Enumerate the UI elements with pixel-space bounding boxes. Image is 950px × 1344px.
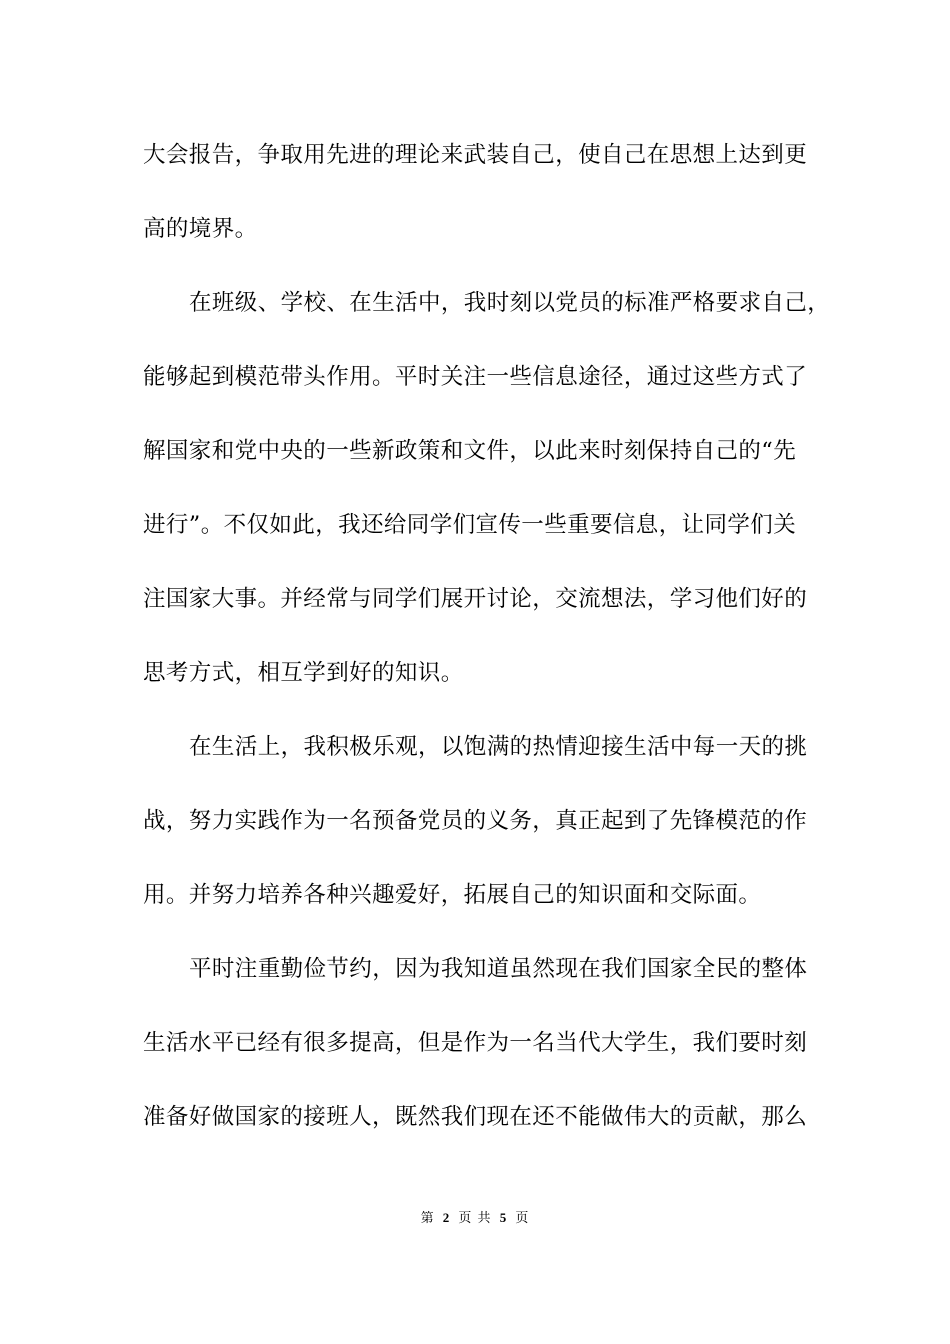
footer-middle: 页 共 (458, 1211, 492, 1226)
text-line: 在班级、学校、在生活中，我时刻以党员的标准严格要求自己， (189, 290, 831, 316)
text-line: 大会报告，争取用先进的理论来武装自己，使自己在思想上达到更 (143, 142, 808, 168)
text-line: 用。并努力培养各种兴趣爱好，拓展自己的知识面和交际面。 (143, 882, 762, 908)
text-line: 高的境界。 (143, 216, 258, 242)
text-line: 注国家大事。并经常与同学们展开讨论，交流想法，学习他们好的 (143, 586, 808, 612)
text-line: 准备好做国家的接班人，既然我们现在还不能做伟大的贡献，那么 (143, 1104, 808, 1130)
text-line: 进行”。不仅如此，我还给同学们宣传一些重要信息，让同学们关 (143, 512, 797, 538)
footer-prefix: 第 (420, 1211, 435, 1226)
text-line: 生活水平已经有很多提高，但是作为一名当代大学生，我们要时刻 (143, 1030, 808, 1056)
text-line: 能够起到模范带头作用。平时关注一些信息途径，通过这些方式了 (143, 364, 808, 390)
total-pages-number: 5 (499, 1210, 508, 1225)
page-footer (0, 1210, 950, 1227)
current-page-number: 2 (442, 1210, 451, 1225)
footer-suffix: 页 (515, 1211, 530, 1226)
text-line: 战，努力实践作为一名预备党员的义务，真正起到了先锋模范的作 (143, 808, 808, 834)
text-line: 思考方式，相互学到好的知识。 (143, 660, 464, 686)
text-line: 平时注重勤俭节约，因为我知道虽然现在我们国家全民的整体 (189, 956, 808, 982)
text-line: 在生活上，我积极乐观，以饱满的热情迎接生活中每一天的挑 (189, 734, 808, 760)
text-line: 解国家和党中央的一些新政策和文件，以此来时刻保持自己的“先 (143, 438, 797, 464)
